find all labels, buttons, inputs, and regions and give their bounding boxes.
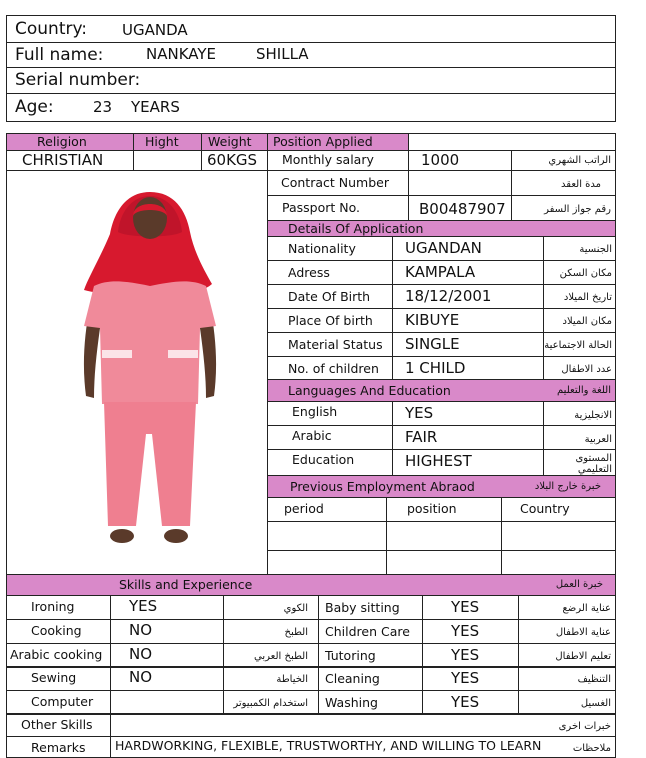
passport-value-cell: B00487907 [408,195,512,221]
detail-value: UGANDAN [392,236,544,261]
salary-ar-cell: الراتب الشهري [511,150,616,171]
skill-label: Cleaning [318,666,423,691]
employment-header: Previous Employment Abraod خبرة خارج البلاد [267,475,616,498]
emp-col-country: Country [501,497,616,522]
detail-ar: مكان الميلاد [543,308,616,333]
detail-ar: الجنسية [543,236,616,261]
height-value [133,150,202,171]
lang-ar: المستوى التعليمي [543,449,616,476]
skill-ar: الغسيل [518,690,616,715]
age-label: Age: [15,97,54,117]
age-unit: YEARS [131,98,180,116]
passport-ar-cell: رقم جواز السفر [511,195,616,221]
skill-value: YES [422,690,519,715]
serial-label: Serial number: [15,70,141,90]
detail-label: Material Status [267,332,393,357]
skill-ar: التنظيف [518,666,616,691]
position-value [408,133,616,151]
lang-label: Education [267,449,393,476]
lang-ar: الانجليزية [543,401,616,426]
emp-row-2c [501,550,616,575]
last-name: SHILLA [256,45,309,63]
skill-ar: عناية الرضع [518,595,616,620]
lang-label: English [267,401,393,426]
skill-ar: الخياطة [223,666,319,691]
remarks-value: HARDWORKING, FLEXIBLE, TRUSTWORTHY, AND WILLING TO LEARN ملاحظات [110,736,616,758]
lang-label: Arabic [267,425,393,450]
position-header: Position Applied [267,133,409,151]
skill-value: NO [110,666,224,691]
detail-ar: الحالة الاجتماعية [543,332,616,357]
skill-label: Cooking [6,619,111,644]
lang-value: FAIR [392,425,544,450]
skill-ar: تعليم الاطفال [518,643,616,668]
detail-label: Date Of Birth [267,284,393,309]
skill-value: YES [422,595,519,620]
other-skills-label: Other Skills [6,713,111,737]
skill-ar: الكوي [223,595,319,620]
detail-label: Adress [267,260,393,285]
emp-col-period: period [267,497,387,522]
religion-header: Religion [6,133,134,151]
salary-value-cell: 1000 [408,150,512,171]
remarks-label: Remarks [6,736,111,758]
height-header: Hight [133,133,202,151]
detail-label: Nationality [267,236,393,261]
first-name: NANKAYE [146,45,217,63]
skill-ar: الطبخ [223,619,319,644]
emp-row-1a [267,521,387,551]
detail-label: Place Of birth [267,308,393,333]
lang-value: YES [392,401,544,426]
detail-label: No. of children [267,356,393,380]
emp-row-1b [386,521,502,551]
languages-header: Languages And Education اللغة والتعليم [267,379,616,402]
lang-value: HIGHEST [392,449,544,476]
detail-ar: تاريخ الميلاد [543,284,616,309]
skill-label: Sewing [6,666,111,691]
emp-row-2a [267,550,387,575]
religion-value: CHRISTIAN [6,150,134,171]
skills-header: Skills and Experience خبرة العمل [6,574,616,596]
contract-value-cell [408,170,512,196]
weight-value: 60KGS [201,150,268,171]
skill-ar: استخدام الكمبيوتر [223,690,319,715]
country-label: Country: [15,19,88,39]
contract-label-cell: Contract Number [267,170,409,196]
skill-ar: الطبخ العربي [223,643,319,668]
detail-ar: مكان السكن [543,260,616,285]
skill-label: Tutoring [318,643,423,668]
skill-value: NO [110,619,224,644]
candidate-photo [70,186,230,560]
skill-label: Computer [6,690,111,715]
skill-label: Ironing [6,595,111,620]
age-value: 23 [93,98,113,116]
contract-ar-cell: مدة العقد [511,170,616,196]
detail-value: KAMPALA [392,260,544,285]
detail-value: KIBUYE [392,308,544,333]
skill-value: YES [422,666,519,691]
skill-value [110,690,224,715]
skill-label: Baby sitting [318,595,423,620]
skill-value: YES [110,595,224,620]
skill-label: Arabic cooking [6,643,111,668]
skill-value: NO [110,643,224,668]
skill-value: YES [422,619,519,644]
emp-col-position: position [386,497,502,522]
detail-value: SINGLE [392,332,544,357]
skill-ar: عناية الاطفال [518,619,616,644]
detail-value: 1 CHILD [392,356,544,380]
lang-ar: العربية [543,425,616,450]
detail-value: 18/12/2001 [392,284,544,309]
emp-row-1c [501,521,616,551]
salary-label-cell: Monthly salary [267,150,409,171]
skill-value: YES [422,643,519,668]
skill-label: Washing [318,690,423,715]
other-skills-value: خبرات اخرى [110,713,616,737]
weight-header: Weight [201,133,268,151]
skill-label: Children Care [318,619,423,644]
emp-row-2b [386,550,502,575]
details-header: Details Of Application [267,220,616,237]
fullname-label: Full name: [15,45,104,65]
detail-ar: عدد الاطفال [543,356,616,380]
passport-label-cell: Passport No. [267,195,409,221]
country-value: UGANDA [122,21,188,39]
